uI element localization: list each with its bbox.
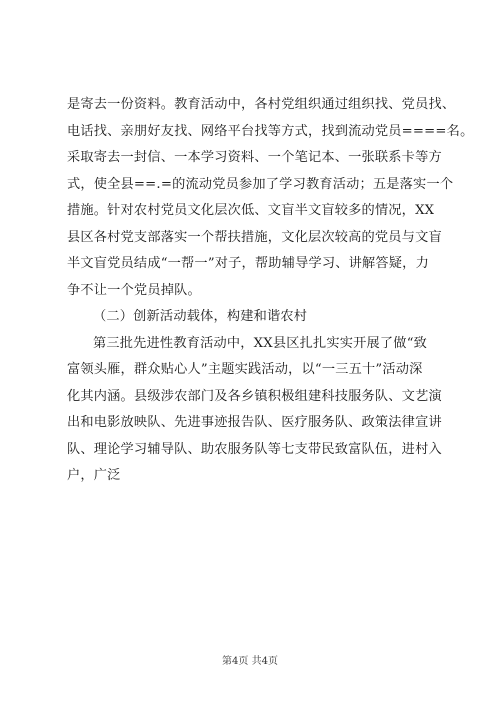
- text-line: 半文盲党员结成“一帮一”对子，帮助辅导学习、讲解答疑，力: [67, 256, 429, 271]
- page-number-footer: 第4页 共4页: [222, 656, 278, 667]
- text-line: 出和电影放映队、先进事迹报告队、医疗服务队、政策法律宣讲: [67, 415, 442, 430]
- document-body: [67, 92, 474, 490]
- text-line: 式，使全县==.=的流动党员参加了学习教育活动；五是落实一个: [67, 176, 454, 192]
- text-line: 户，广泛: [67, 468, 121, 483]
- section-heading: （二）创新活动载体，构建和谐农村: [93, 309, 308, 324]
- text-line: 富领头雁，群众贴心人”主题实践活动，以“一三五十”活动深: [67, 362, 423, 377]
- text-line: 采取寄去一封信、一本学习资料、一个笔记本、一张联系卡等方: [67, 150, 442, 165]
- text-line: 电话找、亲朋好友找、网络平台找等方式，找到流动党员====名。: [67, 123, 474, 139]
- text-line: 县区各村党支部落实一个帮扶措施，文化层次较高的党员与文盲: [67, 229, 442, 245]
- text-line: 队、理论学习辅导队、助农服务队等七支带民致富队伍，进村入: [67, 441, 442, 457]
- text-line: 争不让一个党员掉队。: [67, 282, 201, 298]
- text-line: 化其内涵。县级涉农部门及各乡镇积极组建科技服务队、文艺演: [67, 388, 442, 404]
- text-line: 第三批先进性教育活动中，XX县区扎扎实实开展了做“致: [93, 335, 428, 351]
- text-line: 措施。针对农村党员文化层次低、文盲半文盲较多的情况，XX: [67, 203, 435, 218]
- text-line: 是寄去一份资料。教育活动中，各村党组织通过组织找、党员找、: [67, 97, 456, 112]
